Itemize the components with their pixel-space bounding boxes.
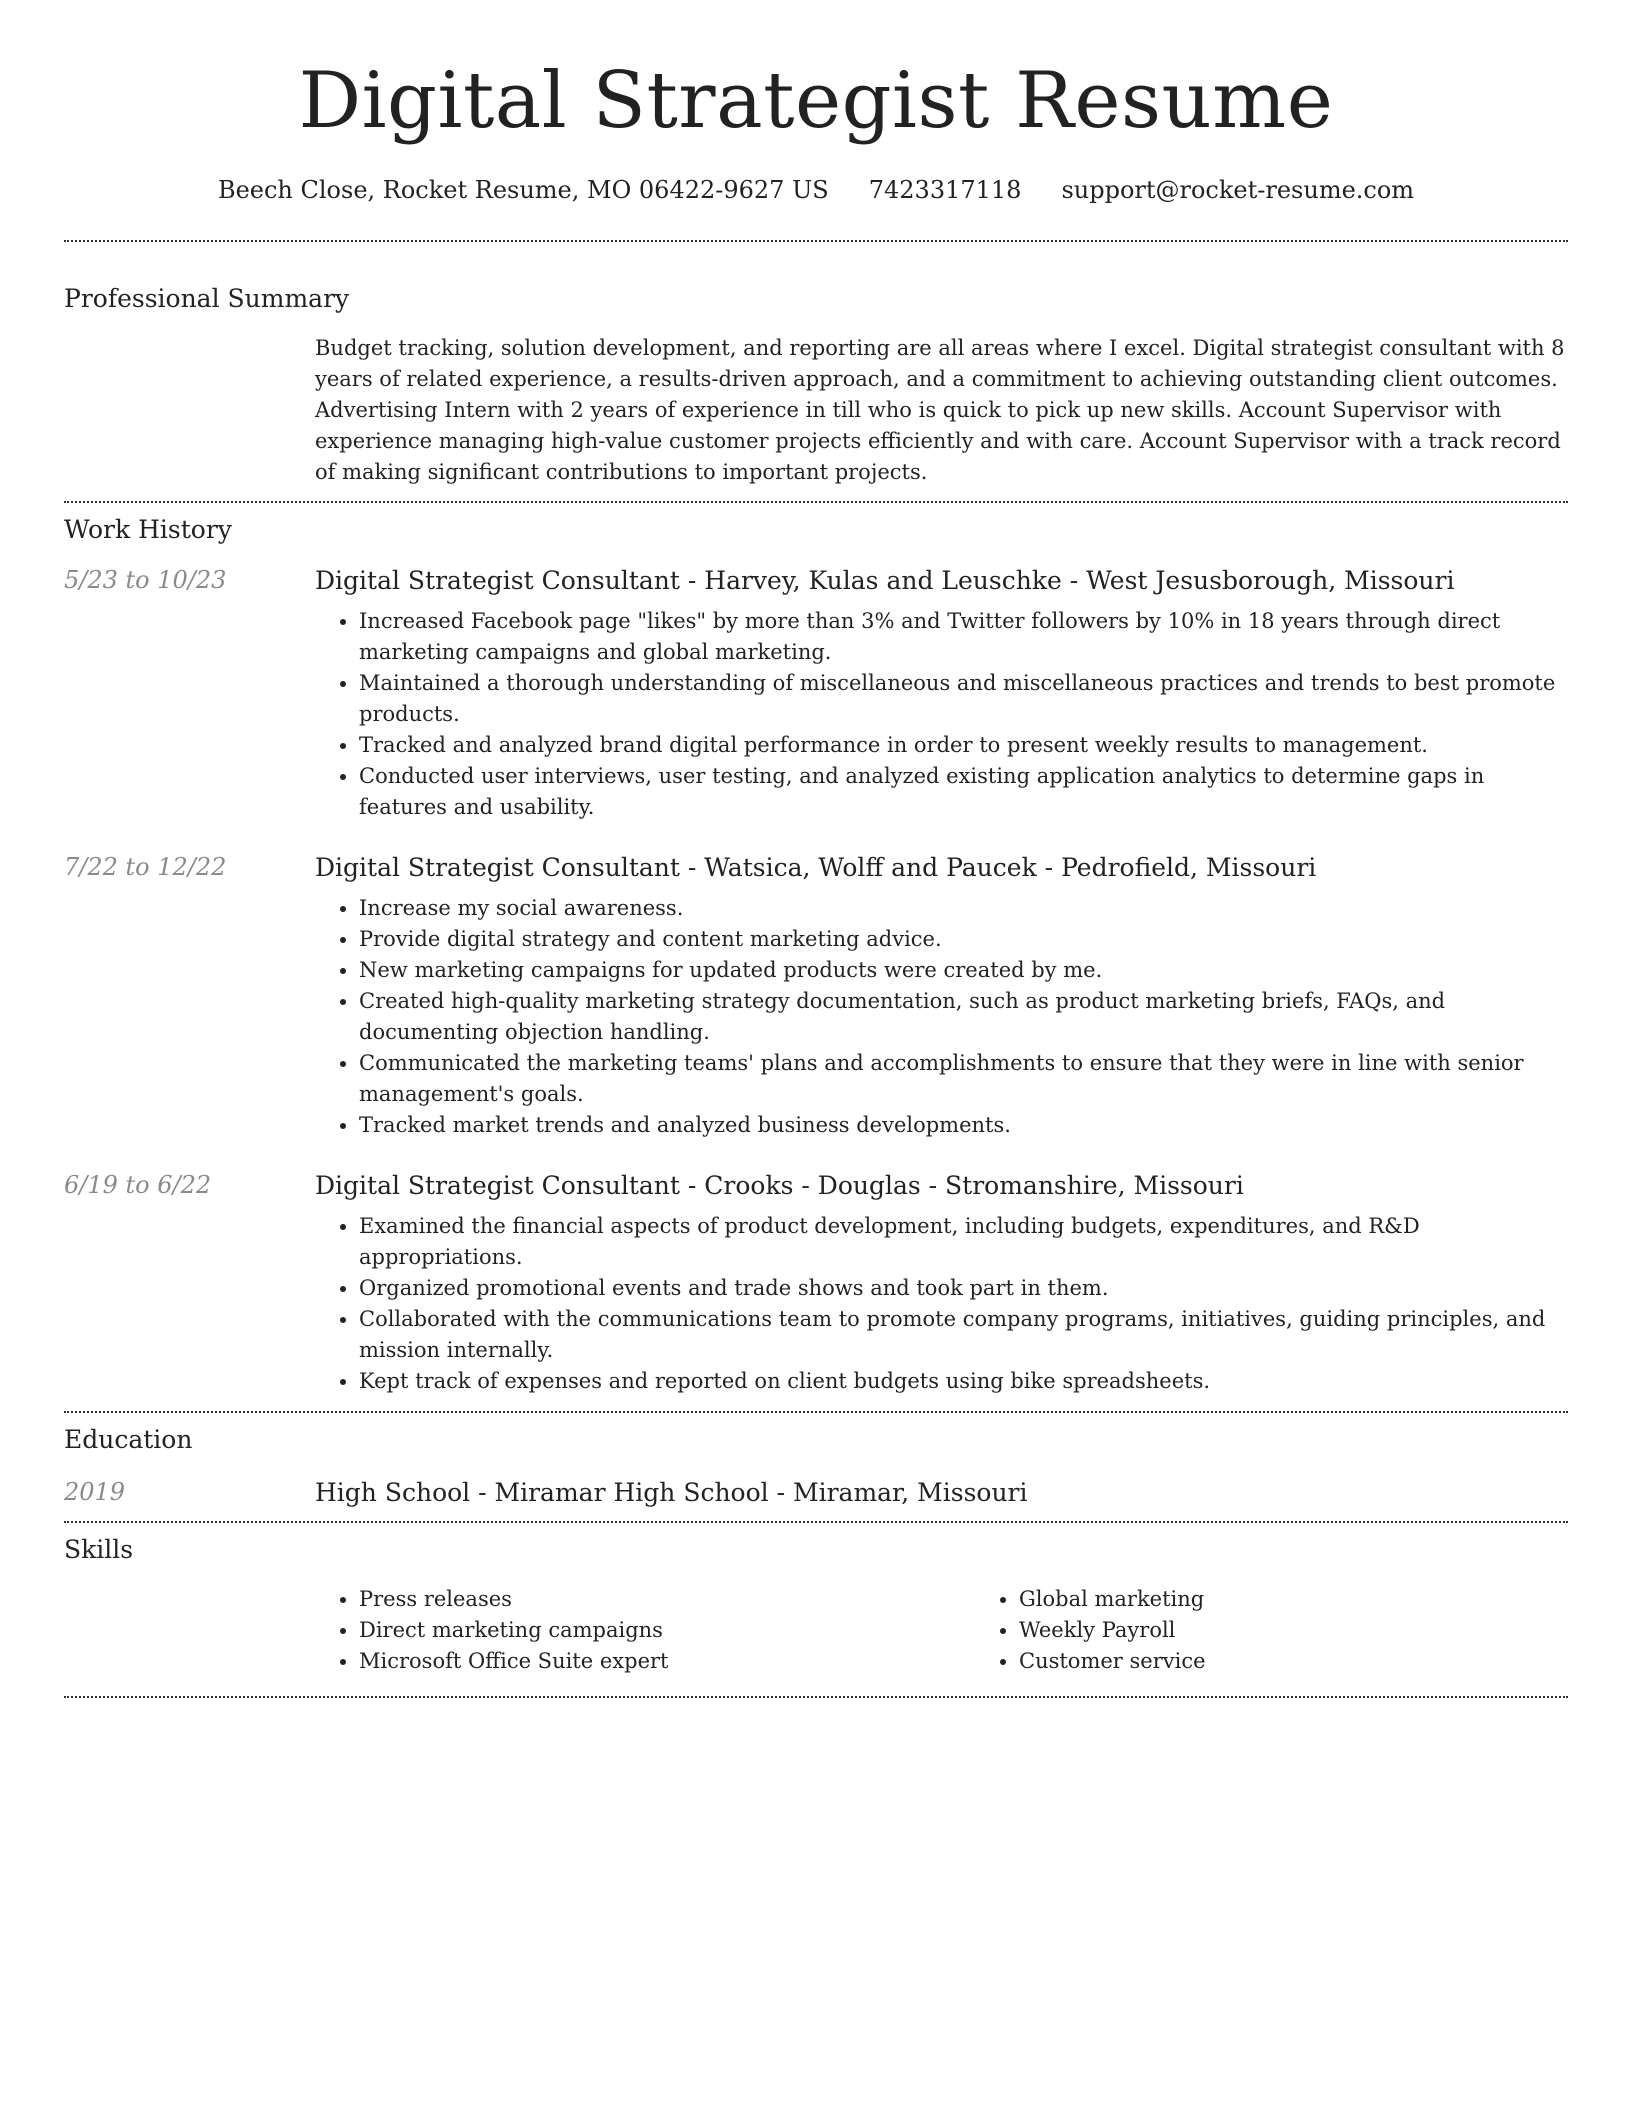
job-date: 6/19 to 6/22 (64, 1171, 212, 1199)
job-date: 5/23 to 10/23 (64, 566, 227, 594)
job-bullets (315, 606, 1568, 823)
skills-heading: Skills (64, 1535, 134, 1564)
list-item: • Increased Facebook page "likes" by more than 3% and Twitter followers by 10% in 18 years through direct marketing campaigns and global marketing. (359, 606, 1568, 668)
list-item: • Examined the financial aspects of product development, including budgets, expenditures, and R&D appropriations. (359, 1211, 1568, 1273)
education-entry (64, 1478, 1568, 1507)
job-bullets-row (64, 606, 1568, 823)
list-item: • Provide digital strategy and content marketing advice. (359, 924, 1568, 955)
section-divider (64, 1521, 1568, 1523)
list-item: • Kept track of expenses and reported on client budgets using bike spreadsheets. (359, 1366, 1568, 1397)
list-item: • Tracked and analyzed brand digital performance in order to present weekly results to management. (359, 730, 1568, 761)
skill-item: • Weekly Payroll (1019, 1615, 1632, 1646)
skill-item: • Global marketing (1019, 1584, 1632, 1615)
contact-email: support@rocket-resume.com (1061, 176, 1415, 204)
summary-text: Budget tracking, solution development, and reporting are all areas where I excel. Digital strategist consultant with 8 years of related experience, a results-driven approach, and a commitment to achieving outstanding client outcomes. Advertising Intern with 2 years of experience in till who is quick to pick up new skills. Account Supervisor with experience managing high-value customer projects efficiently and with care. Account Supervisor with a track record of making significant contributions to important projects. (315, 336, 1565, 484)
list-item: • Collaborated with the communications team to promote company programs, initiatives, guiding principles, and mission internally. (359, 1304, 1568, 1366)
summary-heading: Professional Summary (64, 284, 350, 313)
resume-title: Digital Strategist Resume (298, 56, 1334, 146)
skill-item: • Press releases (359, 1584, 975, 1615)
list-item: • Created high-quality marketing strategy documentation, such as product marketing briefs, FAQs, and documenting objection handling. (359, 986, 1568, 1048)
list-item: • Tracked market trends and analyzed business developments. (359, 1110, 1568, 1141)
education-title: High School - Miramar High School - Miramar, Missouri (315, 1478, 1028, 1507)
list-item: • Increase my social awareness. (359, 893, 1568, 924)
job-title: Digital Strategist Consultant - Harvey, Kulas and Leuschke - West Jesusborough, Missouri (315, 566, 1455, 595)
list-item: • New marketing campaigns for updated products were created by me. (359, 955, 1568, 986)
list-item: • Organized promotional events and trade shows and took part in them. (359, 1273, 1568, 1304)
list-item: • Communicated the marketing teams' plans and accomplishments to ensure that they were in line with senior management's goals. (359, 1048, 1568, 1110)
contact-phone: 7423317118 (868, 176, 1022, 204)
job-title: Digital Strategist Consultant - Watsica, Wolff and Paucek - Pedrofield, Missouri (315, 853, 1317, 882)
job-entry (64, 1171, 1568, 1200)
contact-address: Beech Close, Rocket Resume, MO 06422-9627 US (217, 176, 829, 204)
contact-line (64, 176, 1568, 204)
job-entry (64, 566, 1568, 595)
job-bullets (315, 893, 1568, 1141)
section-divider (64, 240, 1568, 242)
skill-item: • Microsoft Office Suite expert (359, 1646, 975, 1677)
list-item: • Maintained a thorough understanding of miscellaneous and miscellaneous practices and trends to best promote products. (359, 668, 1568, 730)
skills-row (64, 1584, 1568, 1677)
skills-column-1 (315, 1584, 975, 1677)
job-bullets (315, 1211, 1568, 1397)
section-divider (64, 1696, 1568, 1698)
job-entry (64, 853, 1568, 882)
work-history-heading: Work History (64, 515, 232, 544)
section-divider (64, 501, 1568, 503)
job-date: 7/22 to 12/22 (64, 853, 227, 881)
job-bullets-row (64, 893, 1568, 1141)
skills-column-2 (975, 1584, 1632, 1677)
skill-item: • Direct marketing campaigns (359, 1615, 975, 1646)
list-item: • Conducted user interviews, user testing, and analyzed existing application analytics to determine gaps in features and usability. (359, 761, 1568, 823)
skills-grid (315, 1584, 1632, 1677)
section-divider (64, 1411, 1568, 1413)
education-heading: Education (64, 1425, 193, 1454)
skill-item: • Customer service (1019, 1646, 1632, 1677)
job-bullets-row (64, 1211, 1568, 1397)
education-date: 2019 (64, 1478, 126, 1506)
summary-row (64, 333, 1568, 488)
job-title: Digital Strategist Consultant - Crooks - Douglas - Stromanshire, Missouri (315, 1171, 1244, 1200)
